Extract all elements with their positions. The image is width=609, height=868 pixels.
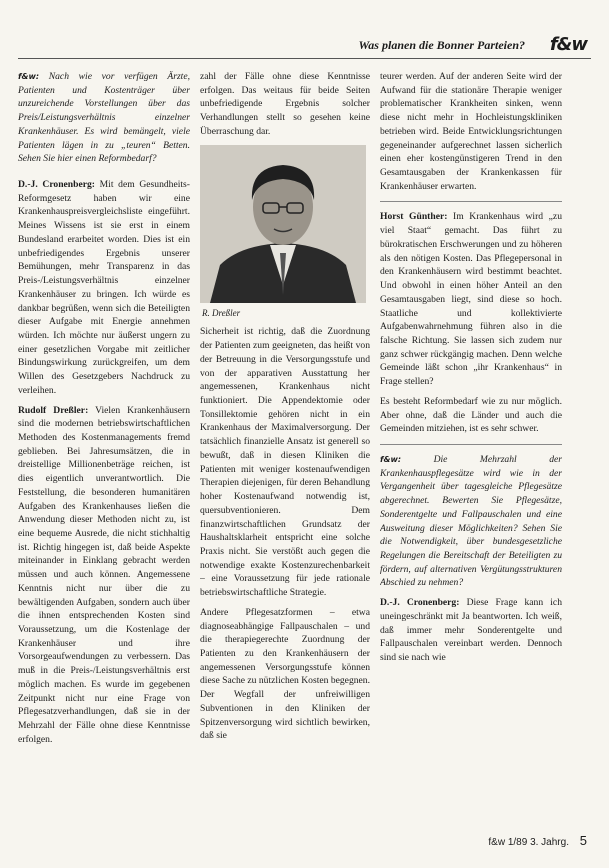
portrait-illustration xyxy=(200,145,366,303)
question-text: Die Mehrzahl der Krankenhauspflegesätze wird wie in der Vergangenheit über tagesgleiche Pflegesätze abgerechnet. Bewerten Sie Pflegesätze, Sonderentgelte und Fallpauschalen und eine Ausweitung dieser Möglichkeiten? Sehen Sie die Notwendigkeit, über bundesgesetzliche Regelungen die Bereitschaft der Beteiligten zu fördern, auf alternativen Vergütungsstrukturen Abschied zu nehmen? xyxy=(380,453,562,589)
answer-text: Vielen Krankenhäusern sind die modernen betriebswirtschaftlichen Methoden des Kostenmanagements fremd geblieben. Bei Jahresumsätzen, die in dreistellige Millionenbeträge reichen, ist dies eigentlich unverantwortlich. Die Feststellung, die besonderen humanitären Aufgaben des Krankenhauses ließen die Anwendung dieser Methoden nicht zu, ist eine bequeme Ausrede, die nicht stichhaltig ist. Richtig hingegen ist, daß beide Aspekte miteinander in Einklang gebracht werden müssen und auch können. Angemessene Kenntnis nicht nur über die zu bewältigenden Aufgaben, sondern auch über die ihnen entsprechenden Kosten sind Voraussetzung, um die Kostenlage der Krankenhäuser und ihre Vorsorgeaufwendungen zu verbessern. Das muß in die Preis-/Leistungsverhältnis erst möglich machen. Es wurde im gegebenen Zeitpunkt nicht nur eine Frage von Pflegesatzverhandlungen, daß sie in der Mehrzahl der Fälle ohne diese Kenntnisse erfolgen. xyxy=(18,404,190,745)
answer-paragraph: zahl der Fälle ohne diese Kenntnisse erfolgen. Das weitaus für beide Seiten unbefriedigende Ergebnis solcher Verhandlungen stellt so gesehen keine Überraschung dar. xyxy=(200,71,370,137)
answer-paragraph xyxy=(380,210,562,388)
interview-question xyxy=(380,453,562,590)
answer-text: Mit dem Gesundheits-Reformgesetz haben wir eine Krankenhauspreisvergleichsliste eingeführt. Meines Wissens ist sie erst in einem Bundesland erarbeitet worden. Dies ist ein unbefriedigendes Ergebnis unserer Bemühungen, mehr Transparenz in das Preis-/Leistungsverhältnis einzelner Krankenhäuser zu bringen. Ich würde es dankbar begrüßen, wenn sich die Beteiligten dieser Aufgabe mit Energie annehmen würden. Ich möchte nur äußerst ungern zu einer gesetzlichen Vorgabe mit zeitlicher Bindungswirkung zurückgreifen, um dem Willen des Gesetzgebers Nachdruck zu verleihen. xyxy=(18,179,190,396)
question-tag: f&w: xyxy=(380,454,402,464)
header-rule xyxy=(18,58,591,59)
speaker-name: D.-J. Cronenberg: xyxy=(380,597,460,609)
running-title: Was planen die Bonner Parteien? xyxy=(358,38,525,52)
section-divider xyxy=(380,444,562,445)
answer-paragraph xyxy=(380,596,562,665)
speaker-name: D.-J. Cronenberg: xyxy=(18,179,95,191)
answer-paragraph: teurer werden. Auf der anderen Seite wird der Aufwand für die stationäre Therapie weniger problematischer Krankheiten sinken, wenn diese nicht mehr in Hochleistungskliniken betrieben wird. Beide Entwicklungsrichtungen gegeneinander aufgerechnet lassen sicherlich einen eher kostengünstigeren Trend in den Gesamtausgaben der Krankenkassen für Krankenhäuser erwarten. xyxy=(380,71,562,192)
column-1 xyxy=(18,70,190,840)
answer-paragraph: Andere Pflegesatzformen – etwa diagnoseabhängige Fallpauschalen – und die therapiegerechte Zuordnung der Patienten zu den Krankenhäusern der angemessenen Versorgungsstufe können diese Sache zu nützlichen Kosten begegnen. Der Wegfall der unfreiwilligen Subventionen in den Kliniken der Spitzenversorgung wird sichtlich bewirken, daß sie xyxy=(200,606,370,742)
section-divider xyxy=(380,201,562,202)
question-tag: f&w: xyxy=(18,72,40,81)
speaker-name: Rudolf Dreßler: xyxy=(18,404,89,416)
page-number: 5 xyxy=(579,833,587,848)
answer-paragraph: Es besteht Reformbedarf wie zu nur möglich. Aber ohne, daß die Länder und auch die Gemeinden mitziehen, ist es sehr schwer. xyxy=(380,395,562,435)
portrait-photo xyxy=(200,145,366,303)
photo-caption: R. Dreßler xyxy=(202,307,241,318)
answer-paragraph: Sicherheit ist richtig, daß die Zuordnung der Patienten zum geeigneten, das heißt von der Betreuung in die Versorgungsstufe und von der apparativen Ausstattung her angemessenen, Krankenhaus nicht funktioniert. Die Appendektomie oder Tonsillektomie gehören nicht in ein Krankenhaus der Maximalversorgung. Der tatsächlich finanzielle Ansatz ist generell so bewußt, daß in diesen Kliniken die Patienten mit weniger kostenaufwendigen Therapien diejenigen, für deren Behandlung hoher Kostenaufwand notwendig ist, quersubventionieren. Dem finanzwirtschaftlichen Grundsatz der Haushaltsklarheit entspricht eine solche Praxis nicht. Sie verstößt auch gegen die notwendige exakte Kostenzurechenbarkeit – eine Voraussetzung für jede rationale betriebswirtschaftliche Strategie. xyxy=(200,326,370,599)
issue-label: f&w 1/89 3. Jahrg. xyxy=(488,837,569,848)
magazine-logo: f&w xyxy=(549,34,587,55)
answer-paragraph xyxy=(18,178,190,398)
intro-question-text: Nach wie vor verfügen Ärzte, Patienten und Kostenträger über unzureichende Vorstellungen über das Preis/Leistungsverhältnis einzelner Krankenhäuser. Es wird bemängelt, viele Patienten lägen in zu „teuren“ Betten. Sehen Sie hier einen Reformbedarf? xyxy=(18,71,190,165)
answer-text: Diese Frage kann ich uneingeschränkt mit Ja beantworten. Ich weiß, daß immer mehr Sonderentgelte und Fallpauschalen vereinbart werden. Dennoch sind sie nach wie xyxy=(380,597,562,664)
column-3 xyxy=(380,70,562,840)
column-2 xyxy=(200,70,370,840)
speaker-name: Horst Günther: xyxy=(380,211,448,223)
answer-paragraph xyxy=(18,404,190,747)
answer-text: Im Krankenhaus wird „zu viel Staat“ gemacht. Das führt zu bürokratischen Erschwerungen und zu höheren als den nötigen Kosten. Das Pflegepersonal in den Krankenhäusern wird bestimmt beachtet. Und obwohl in einen höher Anteil an den Gesamtausgaben liegt, sind diese so hoch. Staatliche und kollektivierte Aufgabenwahrnehmung führen also in die falsche Richtung. Sie lassen sich zudem nur ganz schwer rückgängig machen. Denn welche Gemeinde läßt schon „ihr Krankenhaus“ in Frage stellen? xyxy=(380,211,562,388)
page-footer xyxy=(488,833,587,848)
intro-question xyxy=(18,70,190,166)
